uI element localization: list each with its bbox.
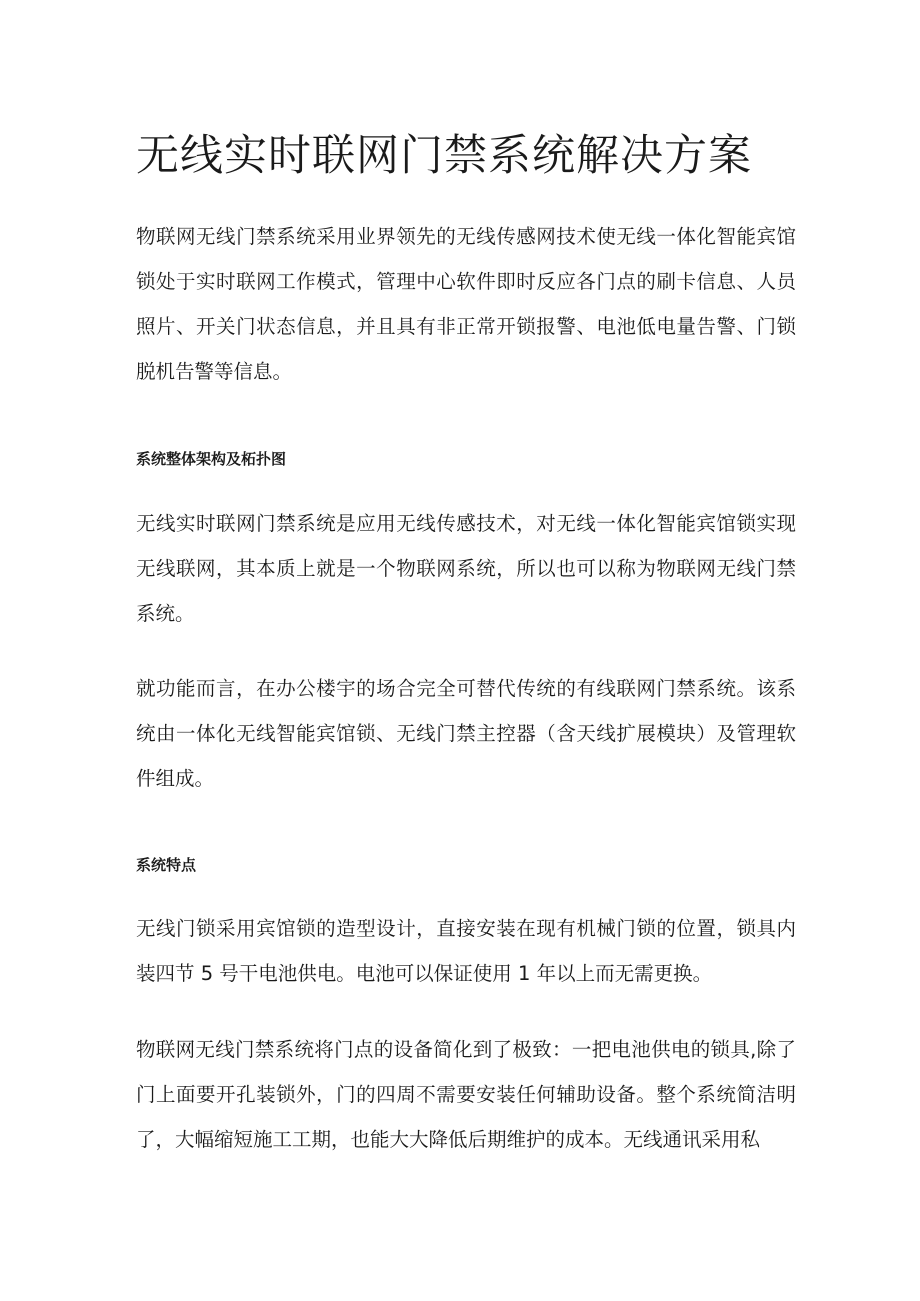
paragraph-lock-design: 无线门锁采用宾馆锁的造型设计，直接安装在现有机械门锁的位置，锁具内装四节 5 号干电池供电。电池可以保证使用 1 年以上而无需更换。 (136, 917, 796, 985)
paragraph-simplified-devices: 物联网无线门禁系统将门点的设备简化到了极致：一把电池供电的锁具,除了门上面要开孔装锁外，门的四周不需要安装任何辅助设备。整个系统简洁明了，大幅缩短施工工期，也能大大降低后期维护的成本。无线通讯采用私 (136, 1038, 796, 1151)
paragraph-function: 就功能而言，在办公楼宇的场合完全可替代传统的有线联网门禁系统。该系统由一体化无线智能宾馆锁、无线门禁主控器（含天线扩展模块）及管理软件组成。 (136, 677, 796, 790)
paragraph-intro: 物联网无线门禁系统采用业界领先的无线传感网技术使无线一体化智能宾馆锁处于实时联网工作模式，管理中心软件即时反应各门点的刷卡信息、人员照片、开关门状态信息，并且具有非正常开锁报警、电池低电量告警、门锁脱机告警等信息。 (136, 225, 796, 383)
section-heading-architecture: 系统整体架构及柘扑图 (136, 450, 287, 468)
section-heading-features: 系统特点 (136, 856, 197, 874)
document-title: 无线实时联网门禁系统解决方案 (136, 131, 752, 181)
paragraph-architecture: 无线实时联网门禁系统是应用无线传感技术，对无线一体化智能宾馆锁实现无线联网，其本质上就是一个物联网系统，所以也可以称为物联网无线门禁系统。 (136, 512, 796, 625)
